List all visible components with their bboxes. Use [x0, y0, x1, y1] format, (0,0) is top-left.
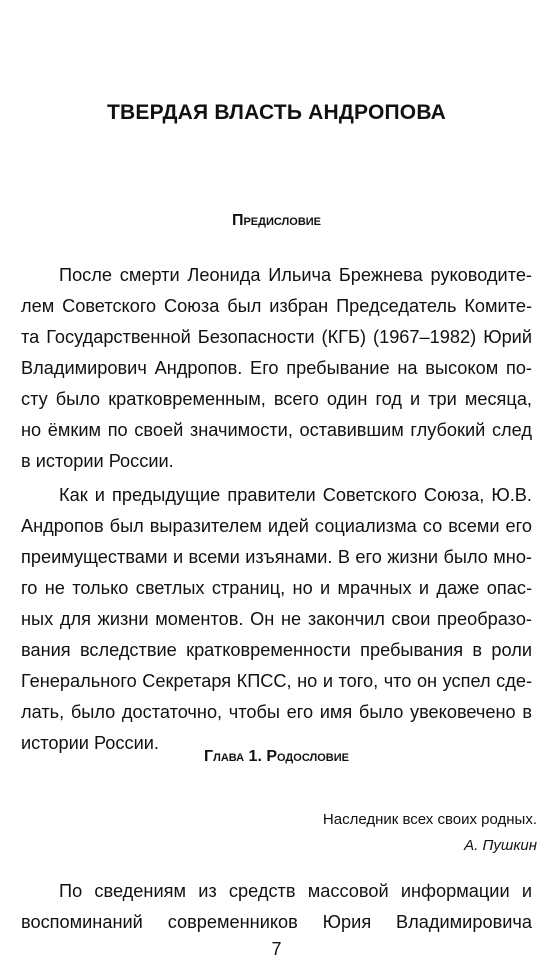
preface-p2-line: го не только светлых страниц, но и мрачных и даже опас- [21, 578, 532, 598]
preface-p2-line: Андропов был выразителем идей социализма со всеми его [21, 516, 532, 536]
epigraph-text: Наследник всех своих родных. [322, 811, 537, 828]
chapter-heading: Глава 1. Родословие [204, 748, 349, 765]
page-number: 7 [271, 939, 282, 959]
preface-p1-line: в истории России. [21, 451, 174, 471]
chapter-paragraph-line: воспоминаний современников Юрия Владимировича [21, 912, 532, 932]
preface-p1-line: Владимирович Андропов. Его пребывание на высоком по- [21, 358, 532, 378]
preface-p1-line: сту было кратковременным, всего один год и три месяца, [21, 389, 532, 409]
preface-heading: Предисловие [231, 212, 322, 229]
preface-p1-line: та Государственной Безопасности (КГБ) (1967–1982) Юрий [21, 327, 532, 347]
preface-p2-line: Генерального Секретаря КПСС, но и того, что он успел сде- [21, 671, 532, 691]
epigraph-author: А. Пушкин [464, 837, 537, 854]
preface-p2-line: лать, было достаточно, чтобы его имя было увековечено в [21, 702, 532, 722]
preface-p1-line: но ёмким по своей значимости, оставившим глубокий след [21, 420, 532, 440]
preface-p2-line: истории России. [21, 733, 159, 753]
preface-p1-line: лем Советского Союза был избран Председатель Комите- [21, 296, 532, 316]
preface-p2-line: преимуществами и всеми изъянами. В его жизни было мно- [21, 547, 532, 567]
preface-p2-line: ных для жизни моментов. Он не закончил свои преобразо- [21, 609, 532, 629]
chapter-paragraph-line: По сведениям из средств массовой информации и [59, 881, 532, 901]
book-title: ТВЕРДАЯ ВЛАСТЬ АНДРОПОВА [106, 101, 447, 124]
preface-p2-line: вания вследствие кратковременности пребывания в роли [21, 640, 532, 660]
preface-p2-line: Как и предыдущие правители Советского Союза, Ю.В. [59, 485, 532, 505]
preface-p1-line: После смерти Леонида Ильича Брежнева руководите- [59, 265, 532, 285]
